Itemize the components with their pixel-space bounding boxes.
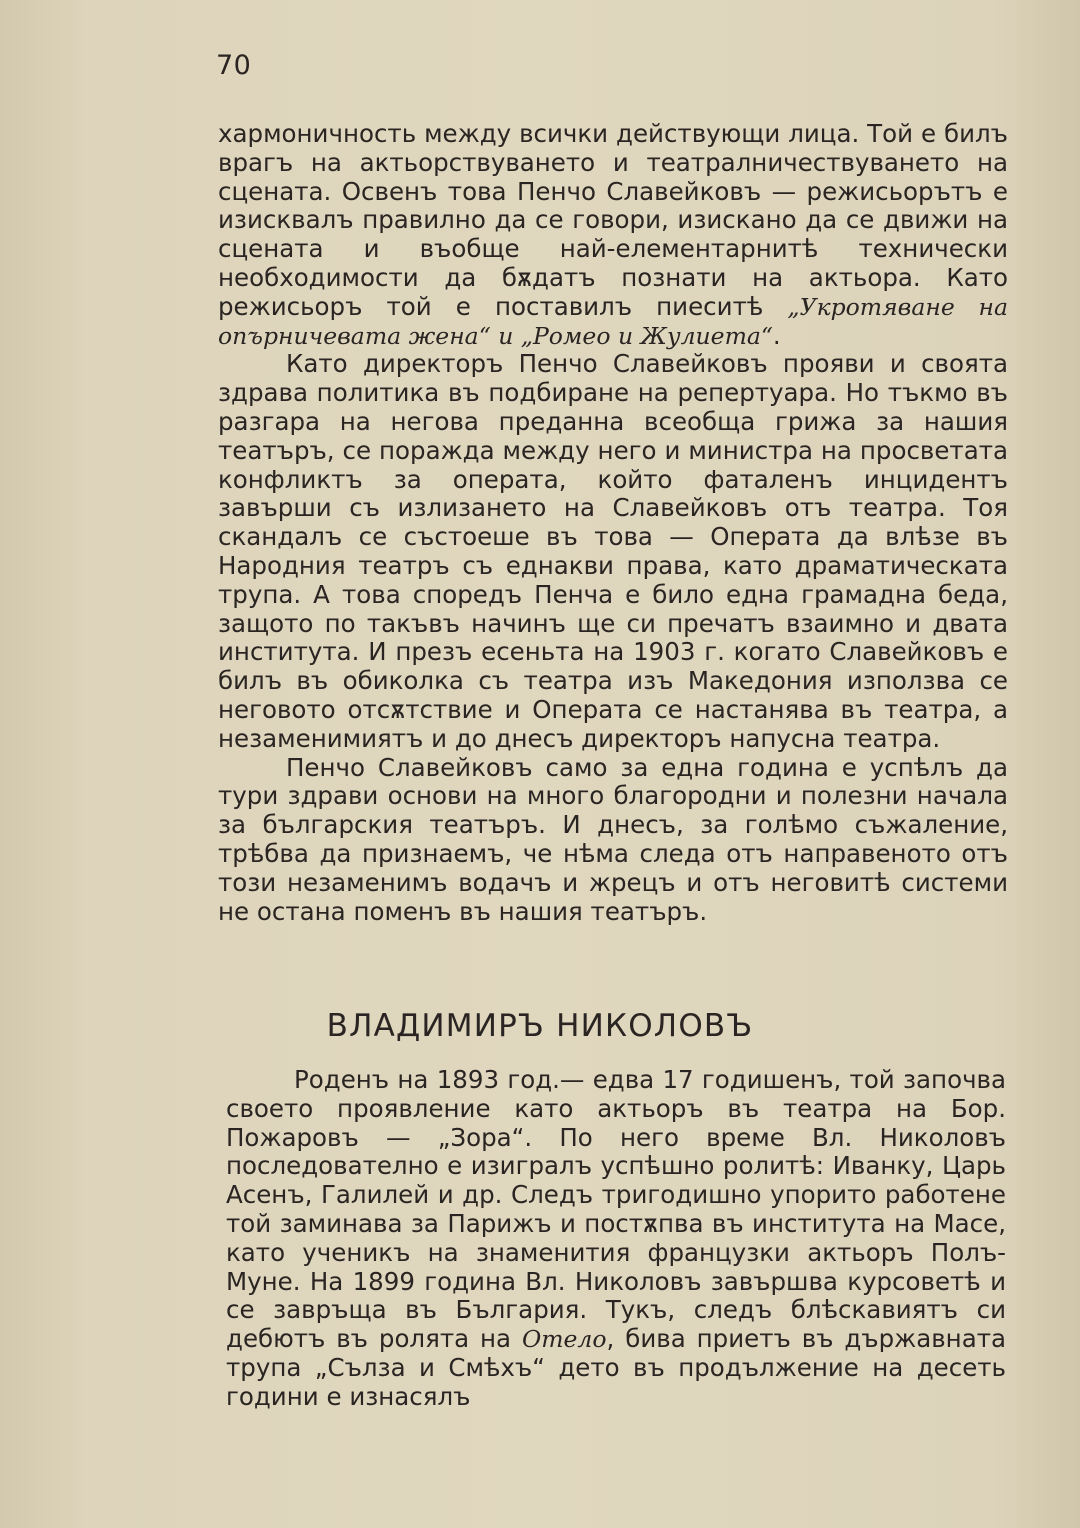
role-title: Отело — [521, 1325, 607, 1354]
conjunction-text: и — [490, 321, 521, 350]
play-title: „Ромео и Жулиета“ — [520, 321, 773, 350]
paragraph: Като директоръ Пенчо Славейковъ прояви и своята здрава политика въ подбиране на репертуара. Но тъкмо въ разгара на негова преданна всеобща грижа за нашия театъръ, се поражда между него и министра на просветата конфликтъ за операта, който фаталенъ инцидентъ завърши съ излизането на Славейковъ отъ театра. Тоя скандалъ се състоеше въ това — Операта да влѣзе въ Народния театръ съ еднакви права, като драматическата трупа. А това споредъ Пенча е било една грамадна беда, защото по такъвъ начинъ ще си пречатъ взаимно и двата института. И презъ есеньта на 1903 г. когато Славейковъ е билъ въ обиколка съ театра изъ Македония използва се неговото отсѫтствие и Операта се настанява въ театра, а незаменимиятъ и до днесъ директоръ напусна театра. — [218, 349, 1008, 753]
section-heading: ВЛАДИМИРЪ НИКОЛОВЪ — [326, 1008, 754, 1044]
section-slaveykov-text — [218, 120, 1008, 926]
page-number: 70 — [216, 50, 252, 81]
paragraph — [226, 1066, 1006, 1412]
section-nikolov-text — [226, 1066, 1006, 1412]
paragraph: Пенчо Славейковъ само за една година е успѣлъ да тури здрави основи на много благородни и полезни начала за българския театъръ. И днесъ, за голѣмо съжаление, трѣбва да признаемъ, че нѣма следа отъ направеното отъ този незаменимъ водачъ и жрецъ и отъ неговитѣ системи не остана поменъ въ нашия театъръ. — [218, 752, 1008, 926]
paragraph — [218, 120, 1008, 350]
paragraph-text: Роденъ на 1893 год.— едва 17 годишенъ, той започва своето проявление като актьоръ въ театра на Бор. Пожаровъ — „Зора“. По него време Вл. Николовъ последователно е изигралъ успѣшно ролитѣ: Иванку, Царь Асенъ, Галилей и др. Следъ тригодишно упорито работене той заминава за Парижъ и постѫпва въ института на Масе, като ученикъ на знаменития французки актьоръ Полъ-Муне. На 1899 година Вл. Николовъ завършва курсоветѣ и се завръща въ България. Тукъ, следъ блѣскавиятъ си дебютъ въ ролята на — [226, 1065, 1006, 1354]
paragraph-text: , бива приетъ въ държавната трупа „Сълза и Смѣхъ“ дето въ продължение на десеть години е изнасялъ — [226, 1324, 1006, 1411]
paragraph-text: хармоничность между всички действующи лица. Той е билъ врагъ на актьорствуването и театралничествуването на сцената. Освенъ това Пенчо Славейковъ — режисьорътъ е изисквалъ правилно да се говори, изискано да се движи на сцената и въобще най-елементарнитѣ технически необходимости да бѫдатъ познати на актьора. Като режисьоръ той е поставилъ пиеситѣ — [218, 119, 1008, 321]
play-title: „Укротяване на опърничевата жена“ — [218, 292, 1009, 350]
paragraph-end: . — [772, 320, 781, 350]
